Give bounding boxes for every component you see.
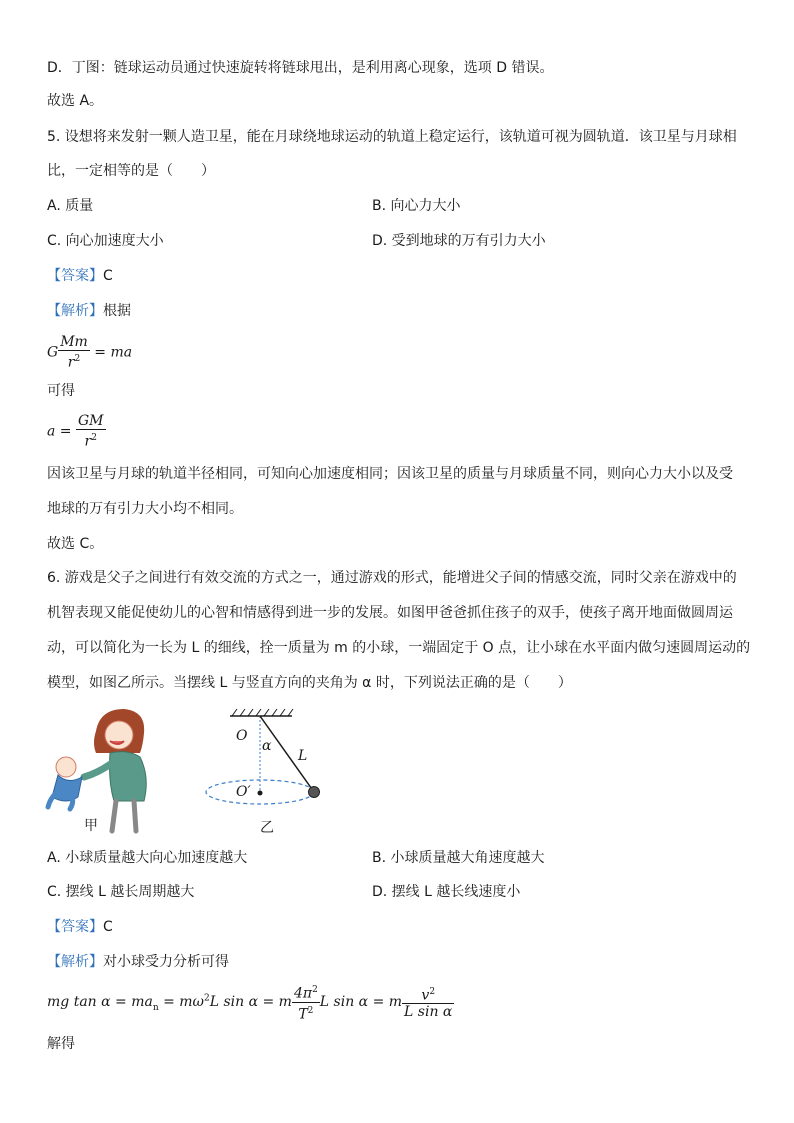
- text-choose-a: 故选 A。: [47, 93, 104, 109]
- q5-option-b: B. 向心力大小: [372, 198, 461, 214]
- q6-option-a: A. 小球质量越大向心加速度越大: [47, 850, 248, 866]
- figure-jia-illustration: [44, 703, 172, 835]
- q6-option-c: C. 摆线 L 越长周期越大: [47, 884, 195, 900]
- label-o: O: [236, 728, 248, 744]
- q5-analysis: [47, 301, 131, 321]
- label-jia: 甲: [84, 818, 98, 834]
- answer-value: C: [103, 268, 113, 284]
- analysis-text: 根据: [103, 303, 131, 319]
- q6-option-b: B. 小球质量越大角速度越大: [372, 850, 545, 866]
- q6-line3: 动，可以简化为一长为 L 的细线，拴一质量为 m 的小球，一端固定于 O 点，让小球在水平面内做匀速圆周运动的: [47, 640, 751, 656]
- analysis-tag: 【解析】: [47, 303, 103, 319]
- figure-yi-pendulum: [200, 708, 330, 838]
- label-yi: 乙: [260, 820, 274, 836]
- answer-value: C: [103, 919, 113, 935]
- q6-line2: 机智表现又能促使幼儿的心智和情感得到进一步的发展。如图甲爸爸抓住孩子的双手，使孩子离开地面做圆周运: [47, 605, 733, 621]
- q5-choose-c: 故选 C。: [47, 536, 104, 552]
- analysis-text: 对小球受力分析可得: [103, 954, 229, 970]
- q5-option-a: A. 质量: [47, 198, 94, 214]
- text-d-option: D．丁图：链球运动员通过快速旋转将链球甩出，是利用离心现象，选项 D 错误。: [47, 60, 554, 76]
- label-alpha: α: [262, 738, 272, 754]
- q5-line2: 比，一定相等的是（ ）: [47, 163, 215, 179]
- q5-option-c: C. 向心加速度大小: [47, 233, 164, 249]
- q5-explain-1: 因该卫星与月球的轨道半径相同，可知向心加速度相同；因该卫星的质量与月球质量不同，则向心力大小以及受: [47, 466, 733, 482]
- q6-line4: 模型，如图乙所示。当摆线 L 与竖直方向的夹角为 α 时，下列说法正确的是（ ）: [47, 675, 572, 691]
- label-o-prime: O′: [236, 784, 251, 800]
- q6-line1: 6. 游戏是父子之间进行有效交流的方式之一，通过游戏的形式，能增进父子间的情感交流，同时父亲在游戏中的: [47, 570, 737, 586]
- formula-acceleration: a = $\frac{GM}{r^2}$: [47, 413, 104, 450]
- formula-conical-pendulum: mg $\tan \alpha = ma_n = m\omega^2L$ sin α = m $\frac{4\pi^2}{T^2}$ L sin α = m $\frac{v^2}{\text{L sin α}}$: [47, 982, 454, 1022]
- answer-tag: 【答案】: [47, 919, 103, 935]
- answer-tag: 【答案】: [47, 268, 103, 284]
- formula-gravitation: G $\frac{Mm}{r^2}$ = ma: [47, 334, 133, 371]
- q5-explain-2: 地球的万有引力大小均不相同。: [47, 501, 243, 517]
- q5-line1: 5. 设想将来发射一颗人造卫星，能在月球绕地球运动的轨道上稳定运行，该轨道可视为圆轨道．该卫星与月球相: [47, 129, 737, 145]
- q6-answer: [47, 917, 113, 937]
- q6-option-d: D. 摆线 L 越长线速度小: [372, 884, 521, 900]
- label-l: L: [298, 748, 308, 764]
- q6-analysis: [47, 952, 229, 972]
- analysis-tag: 【解析】: [47, 954, 103, 970]
- text-kede: 可得: [47, 383, 75, 399]
- q5-answer: [47, 266, 113, 286]
- q5-option-d: D. 受到地球的万有引力大小: [372, 233, 546, 249]
- text-jiede: 解得: [47, 1036, 75, 1052]
